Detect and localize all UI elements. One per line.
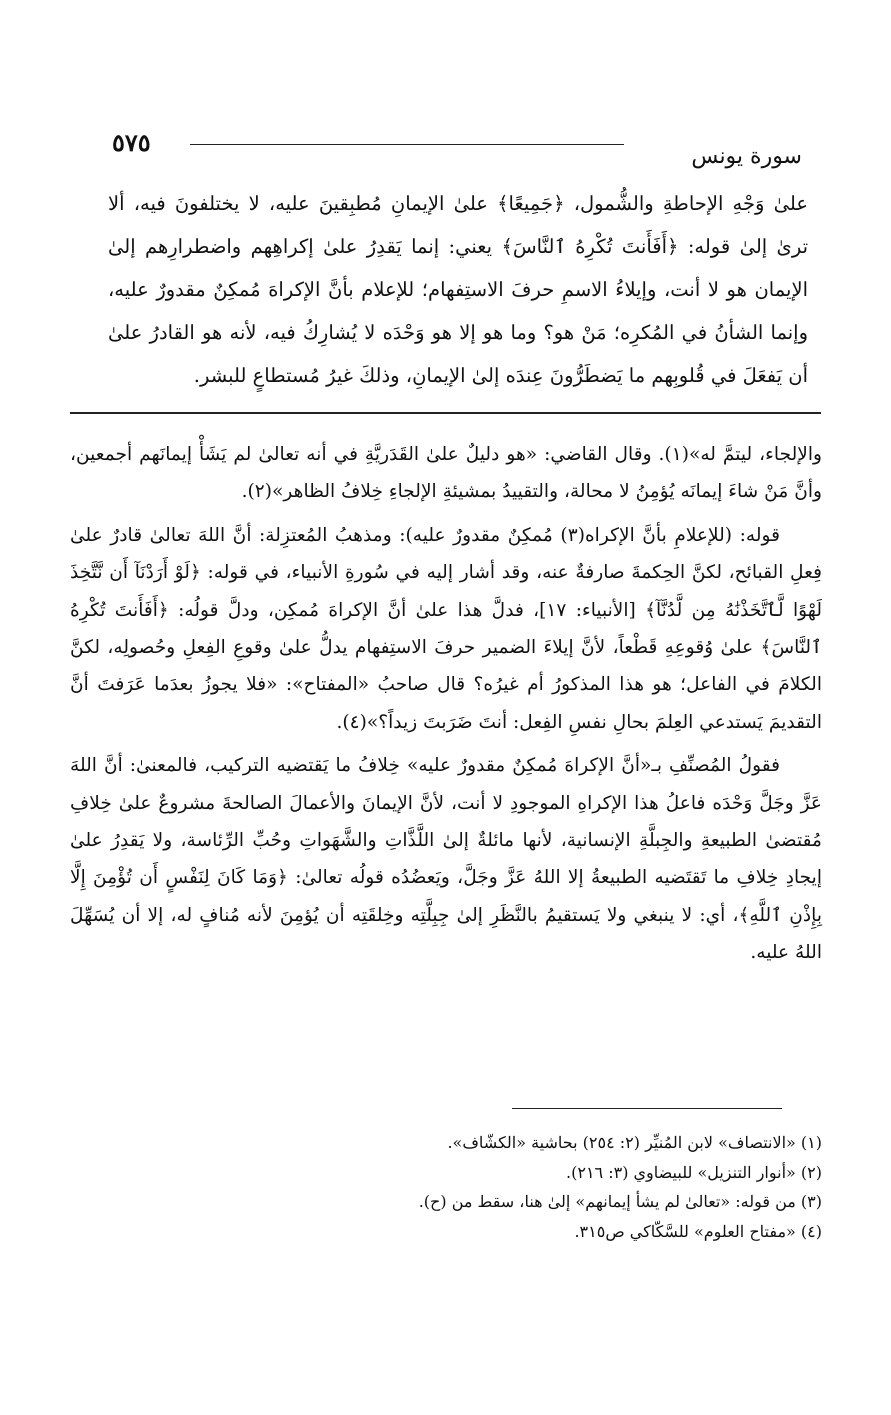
header-rule [190, 144, 624, 145]
footnotes [300, 1128, 822, 1246]
page-number: ٥٧٥ [112, 128, 151, 157]
commentary-paragraph: والإلجاء، ليتمَّ له»(١). وقال القاضي: «هو دليلٌ علىٰ القَدَريَّةِ في أنه تعالىٰ لم يَشَأْ إيمانَهم أجمعين، وأنَّ مَنْ شاءَ إيمانَه يُؤمِنُ لا محالة، والتقييدُ بمشيئةِ الإلجاءِ خِلافُ الظاهر»(٢). [70, 444, 822, 503]
footnote: (٢) «أنوار التنزيل» للبيضاوي (٣: ٢١٦). [566, 1162, 822, 1182]
page-header [112, 120, 802, 168]
text-divider [70, 412, 821, 414]
commentary-paragraph: قوله: (للإعلامِ بأنَّ الإكراه(٣) مُمكِنٌ مقدورٌ عليه): ومذهبُ المُعتزِلة: أنَّ اللهَ تعالىٰ قادرٌ علىٰ فِعلِ القبائح، لكنَّ الحِكمةَ صارفةٌ عنه، وقد أشار إليه في سُورةِ الأنبياء، في قوله: ﴿لَوْ أَرَدْنَآ أَن نَّتَّخِذَ لَهْوًا لَّٱتَّخَذْنَٰهُ مِن لَّدُنَّآ﴾ [الأنبياء: ١٧]، فدلَّ هذا علىٰ أنَّ الإكراهَ مُمكِن، ودلَّ قولُه: ﴿أَفَأَنتَ تُكْرِهُ ٱلنَّاسَ﴾ علىٰ وُقوعِهِ قَطْعاً، لأنَّ إيلاءَ الضمير حرفَ الاستِفهام يدلُّ علىٰ وقوعِ الفِعلِ وحُصولِه، لكنَّ الكلامَ في الفاعل؛ هو هذا المذكورُ أم غيرُه؟ قال صاحبُ «المفتاح»: «فلا يجوزُ بعدَما عَرَفتَ أنَّ التقديمَ يَستدعي العِلمَ بحالِ نفسِ الفِعل: أنتَ ضَرَبتَ زيداً؟»(٤). [70, 524, 822, 733]
footnote: (٣) من قوله: «تعالىٰ لم يشأ إيمانهم» إلىٰ هنا، سقط من (ح). [418, 1192, 822, 1211]
main-paragraph: علىٰ وَجْهِ الإحاطةِ والشُّمول، ﴿جَمِيعًا﴾ علىٰ الإيمانِ مُطبِقينَ عليه، لا يختلفونَ فيه، ألا ترىٰ إلىٰ قوله: ﴿أَفَأَنتَ تُكْرِهُ ٱلنَّاسَ﴾ يعني: إنما يَقدِرُ علىٰ إكراهِهم واضطرارِهم إلىٰ الإيمان هو لا أنت، وإيلاءُ الاسمِ حرفَ الاستِفهام؛ للإعلام بأنَّ الإكراهَ مُمكِنٌ مقدورٌ عليه، وإنما الشأنُ في المُكرِه؛ مَنْ هو؟ وما هو إلا هو وَحْدَه لا يُشارِكُ فيه، لأنه هو القادرُ علىٰ أن يَفعَلَ في قُلوبِهم ما يَضطَرُّونَ عِندَه إلىٰ الإيمانِ، وذلكَ غيرُ مُستطاعٍ للبشر. [108, 192, 808, 387]
commentary [70, 436, 822, 978]
footnote: (٤) «مفتاح العلوم» للسَّكّاكي ص٣١٥. [574, 1221, 822, 1241]
footnote: (١) «الانتصاف» لابن المُنيِّر (٢: ٢٥٤) بحاشية «الكشّاف». [447, 1133, 822, 1152]
main-text [108, 182, 808, 397]
surah-title: سورة يونس [691, 144, 802, 169]
commentary-paragraph: فقولُ المُصنِّفِ بـ«أنَّ الإكراهَ مُمكِنٌ مقدورٌ عليه» خِلافُ ما يَقتضيه التركيب، فالمعنىٰ: أنَّ اللهَ عَزَّ وجَلَّ وَحْدَه فاعلُ هذا الإكراهِ الموجودِ لا أنت، لأنَّ الإيمانَ والأعمالَ الصالحةَ مشروعٌ علىٰ خِلافِ مُقتضىٰ الطبيعةِ والجِبلَّةِ الإنسانية، لأنها مائلةٌ إلىٰ اللَّذَّاتِ والشَّهَواتِ وحُبِّ الرِّئاسة، ولا يَقدِرُ علىٰ إيجادِ خِلافِ ما تَقتَضيه الطبيعةُ إلا اللهُ عَزَّ وجَلَّ، ويَعضُدُه قولُه تعالىٰ: ﴿وَمَا كَانَ لِنَفْسٍ أَن تُؤْمِنَ إِلَّا بِإِذْنِ ٱللَّهِ﴾، أي: لا ينبغي ولا يَستقيمُ بالنَّظَرِ إلىٰ جِبِلَّتِه وخِلقَتِه أن يُؤمِنَ لأنه مُنافٍ له، إلا أن يُسَهِّلَ اللهُ عليه. [70, 755, 822, 964]
footnote-rule [512, 1108, 782, 1109]
